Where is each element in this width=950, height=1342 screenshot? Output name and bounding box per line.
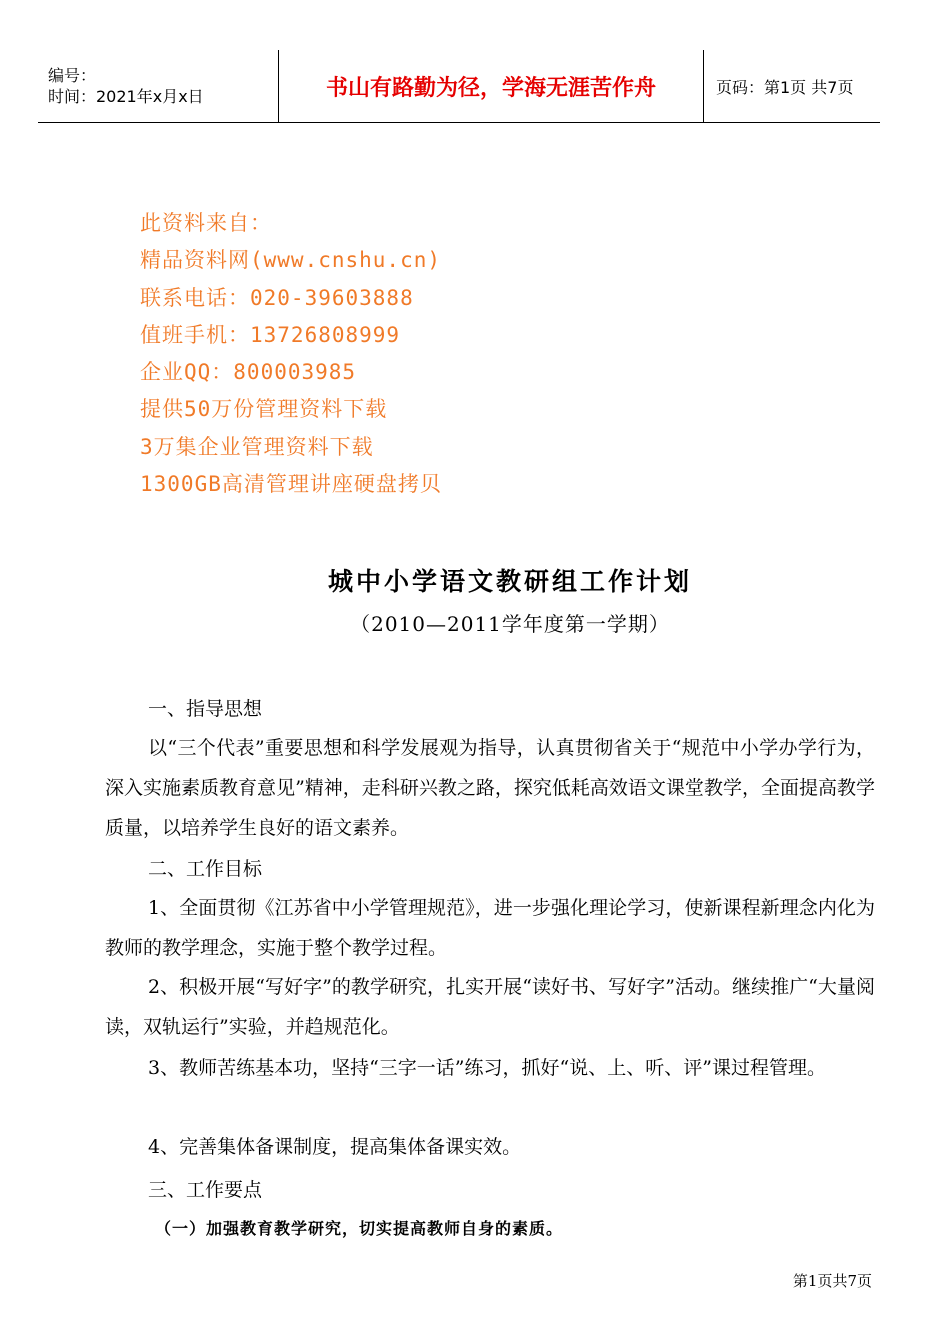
page-footer: 第1页共7页 xyxy=(792,1272,872,1290)
number-label: 编号： xyxy=(48,66,97,85)
ad-line: 精品资料网(www.cnshu.cn) xyxy=(140,248,442,273)
time-label: 时间：2021年x月x日 xyxy=(48,87,204,106)
section-heading: 一、指导思想 xyxy=(148,698,263,720)
goal-item: 2、积极开展“写好字”的教学研究，扎实开展“读好书、写好字”活动。继续推广“大量阅读，双轨运行”实验，并趋规范化。 xyxy=(105,976,875,1038)
ad-line: 提供50万份管理资料下载 xyxy=(140,397,388,422)
page-header xyxy=(38,50,880,123)
header-page-label: 页码：第1页 共7页 xyxy=(716,77,854,97)
ad-line: 此资料来自： xyxy=(140,211,272,235)
ad-block xyxy=(140,205,442,503)
goal-item: 4、完善集体备课制度，提高集体备课实效。 xyxy=(148,1136,522,1158)
document-subtitle: （2010—2011学年度第一学期） xyxy=(350,612,670,636)
ad-line: 联系电话：020-39603888 xyxy=(140,285,414,310)
sub-heading: （一）加强教育教学研究，切实提高教师自身的素质。 xyxy=(155,1219,564,1238)
section-heading: 三、工作要点 xyxy=(148,1179,263,1201)
header-motto: 书山有路勤为径，学海无涯苦作舟 xyxy=(278,50,704,122)
ad-line: 值班手机：13726808999 xyxy=(140,322,401,347)
goal-item: 1、全面贯彻《江苏省中小学管理规范》，进一步强化理论学习，使新课程新理念内化为教师的教学理念，实施于整个教学过程。 xyxy=(105,897,875,959)
section-heading: 二、工作目标 xyxy=(148,858,263,880)
ad-line: 企业QQ：800003985 xyxy=(140,360,357,385)
paragraph: 以“三个代表”重要思想和科学发展观为指导，认真贯彻省关于“规范中小学办学行为，深入实施素质教育意见”精神，走科研兴教之路，探究低耗高效语文课堂教学，全面提高教学质量，以培养学生良好的语文素养。 xyxy=(105,737,875,839)
ad-line: 3万集企业管理资料下载 xyxy=(140,434,374,459)
goal-item: 3、教师苦练基本功，坚持“三字一话”练习，抓好“说、上、听、评”课过程管理。 xyxy=(148,1057,826,1079)
document-title: 城中小学语文教研组工作计划 xyxy=(327,567,692,596)
header-meta xyxy=(38,50,278,122)
ad-line: 1300GB高清管理讲座硬盘拷贝 xyxy=(140,472,442,497)
